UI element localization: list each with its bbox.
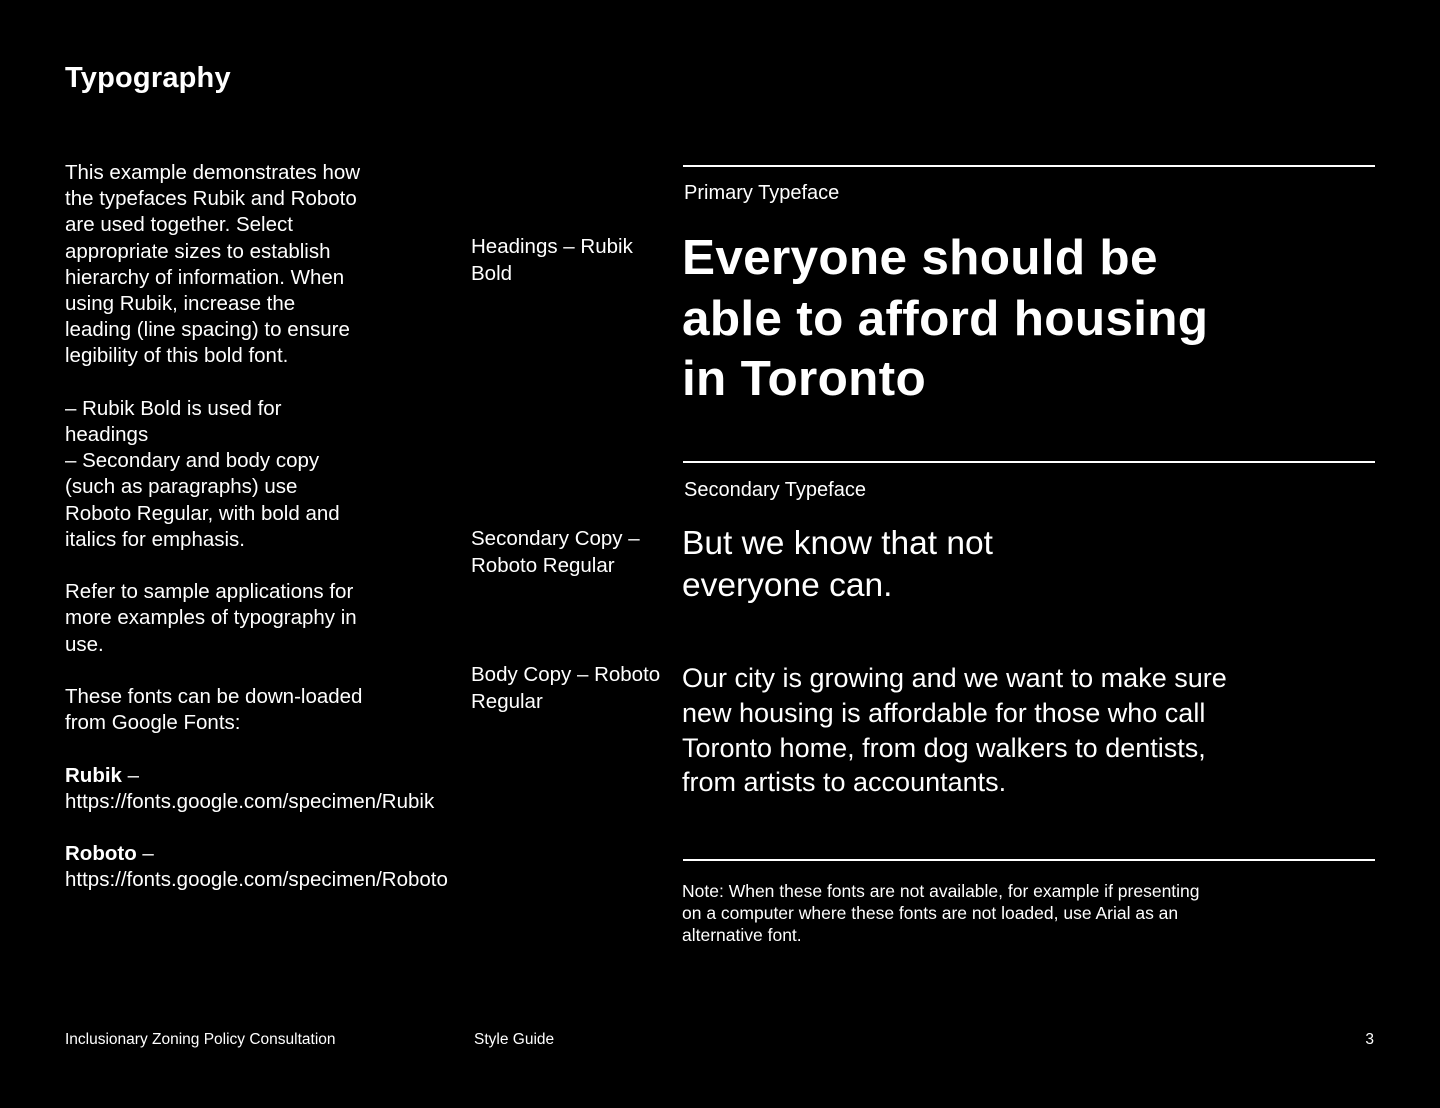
roboto-name: Roboto bbox=[65, 842, 137, 866]
intro-bullet-headings: – Rubik Bold is used for headings bbox=[65, 396, 282, 447]
note-divider bbox=[683, 859, 1375, 861]
rubik-link-line bbox=[65, 763, 435, 815]
body-copy-font-label: Body Copy – Roboto Regular bbox=[471, 663, 661, 713]
font-fallback-note: Note: When these fonts are not available, for example if presenting on a computer where these fonts are not loaded, use Arial as an alternative font. bbox=[682, 881, 1200, 945]
secondary-divider bbox=[683, 461, 1375, 463]
intro-paragraph: This example demonstrates how the typefaces Rubik and Roboto are used together. Select appropriate sizes to establish hierarchy of information. When using Rubik, increase the leading (line spacing) to ensure legibility of this bold font. bbox=[65, 161, 361, 368]
roboto-link-line bbox=[65, 841, 448, 893]
intro-text bbox=[65, 160, 448, 894]
primary-typeface-label: Primary Typeface bbox=[684, 182, 840, 204]
primary-divider bbox=[683, 165, 1375, 167]
intro-download-info: These fonts can be down-loaded from Google Fonts: bbox=[65, 685, 363, 735]
rubik-link[interactable]: – https://fonts.google.com/specimen/Rubik bbox=[65, 763, 435, 813]
footer-section-name: Style Guide bbox=[474, 1031, 555, 1048]
page-number: 3 bbox=[1365, 1031, 1374, 1048]
body-copy-sample: Our city is growing and we want to make sure new housing is affordable for those who call Toronto home, from dog walkers to dentists, from artists to accountants. bbox=[682, 663, 1227, 798]
footer-document-title: Inclusionary Zoning Policy Consultation bbox=[65, 1031, 336, 1048]
roboto-link[interactable]: – https://fonts.google.com/specimen/Roboto bbox=[65, 842, 448, 892]
secondary-copy-font-label: Secondary Copy – Roboto Regular bbox=[471, 527, 640, 577]
page-title: Typography bbox=[65, 62, 231, 94]
rubik-name: Rubik bbox=[65, 763, 122, 787]
primary-typeface-sample: Everyone should be able to afford housing in Toronto bbox=[682, 230, 1209, 406]
secondary-typeface-label: Secondary Typeface bbox=[684, 479, 866, 501]
intro-bullet-body: – Secondary and body copy (such as paragraphs) use Roboto Regular, with bold and italics for emphasis. bbox=[65, 449, 340, 551]
secondary-copy-sample: But we know that not everyone can. bbox=[682, 525, 993, 604]
headings-font-label: Headings – Rubik Bold bbox=[471, 235, 633, 285]
intro-sample-applications: Refer to sample applications for more examples of typography in use. bbox=[65, 580, 357, 656]
